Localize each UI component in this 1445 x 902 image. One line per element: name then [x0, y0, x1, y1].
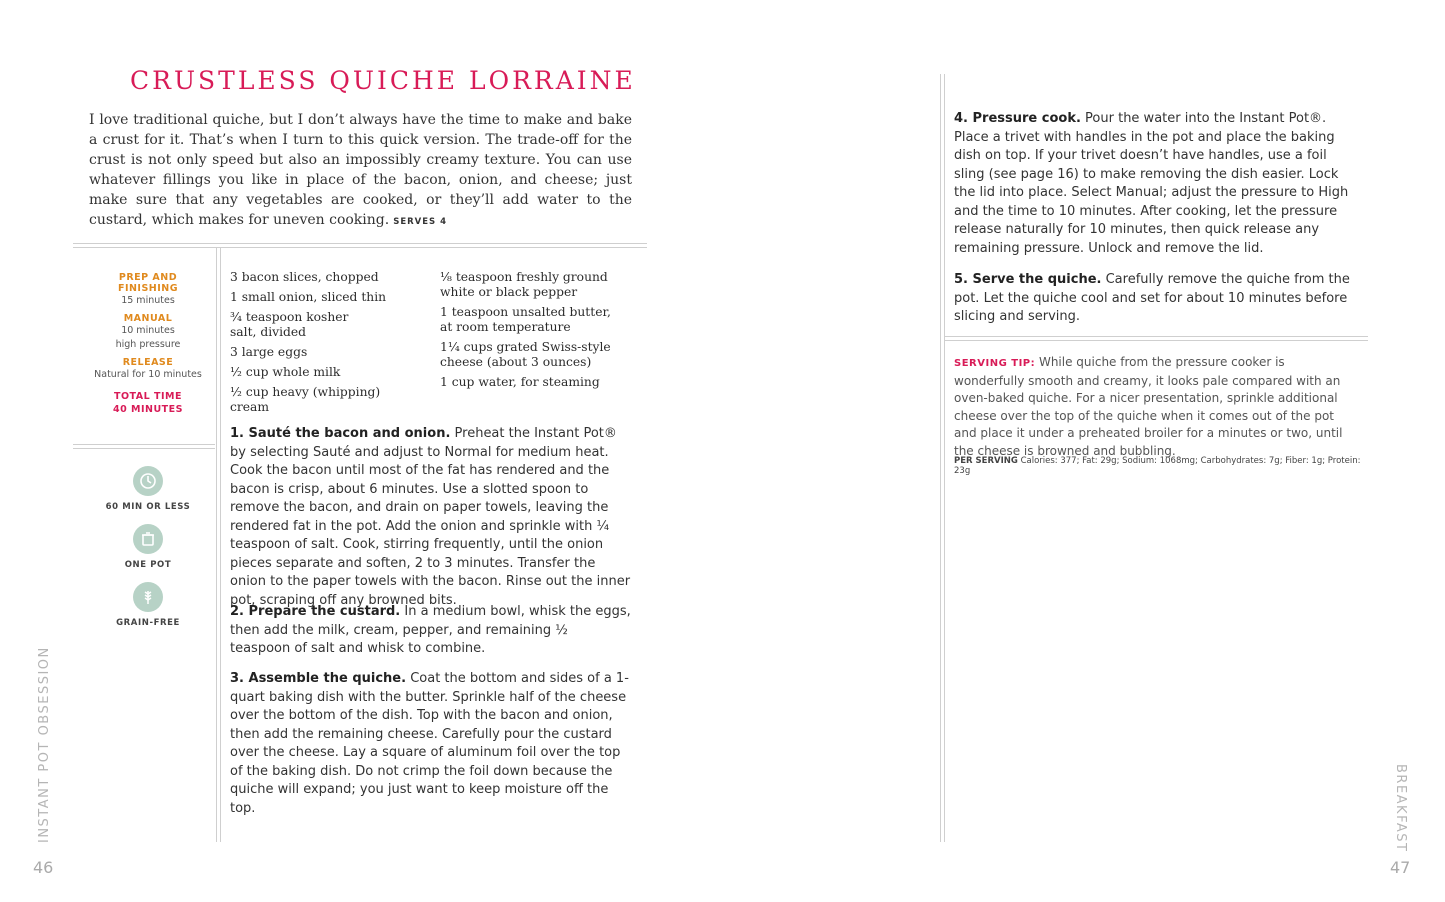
intro-text: I love traditional quiche, but I don’t always have the time to make and bake a crust for it. That’s when I turn to this quick version. The trade-off for the crust is not only speed but also an impossibly creamy texture. You can use whatever fillings you like in place of the bacon, onion, and cheese; just make sure that any vegetables are cooked, or they’ll add water to the custard, which makes for uneven cooking. — [89, 112, 632, 228]
ingredient-item: 3 bacon slices, chopped — [230, 270, 379, 284]
prep-value: 15 minutes — [121, 295, 175, 306]
running-head-right: BREAKFAST — [1393, 764, 1408, 853]
step-4 — [954, 110, 1354, 258]
total-time-label: TOTAL TIME — [114, 391, 182, 402]
step-3 — [230, 670, 632, 818]
manual-pressure: high pressure — [115, 339, 181, 350]
recipe-intro — [89, 110, 632, 232]
badge-60-min — [98, 466, 198, 512]
step-text: Preheat the Instant Pot® by selecting Sauté and adjust to Normal for medium heat. Cook the bacon until most of the fat has rendered and the bacon is crisp, about 6 minutes. Use a slotted spoon to remove the bacon, and drain on paper towels, leaving the rendered fat in the pot. Add the onion and sprinkle with ¼ teaspoon of salt. Cook, stirring frequently, until the onion pieces separate and soften, 2 to 3 minutes. Transfer the onion to the paper towels with the bacon. Rinse out the inner pot, scraping off any browned bits. — [230, 426, 631, 608]
ingredients-right — [440, 270, 620, 395]
release-label: RELEASE — [122, 357, 174, 368]
serving-tip — [954, 354, 1354, 461]
times-panel — [73, 272, 223, 416]
ingredient-item: 1 cup water, for steaming — [440, 375, 600, 389]
step-1 — [230, 425, 632, 610]
manual-label: MANUAL — [123, 313, 173, 324]
step-text: In a medium bowl, whisk the eggs, then add the milk, cream, pepper, and remaining ½ teaspoon of salt and whisk to combine. — [230, 604, 631, 656]
step-heading: 2. Prepare the custard. — [230, 604, 401, 619]
badge-label: 60 MIN OR LESS — [105, 502, 191, 512]
total-time-value: 40 MINUTES — [113, 404, 183, 415]
ingredient-item: 1 small onion, sliced thin — [230, 290, 387, 304]
ingredient-item: 1 teaspoon unsalted butter, at room temperature — [440, 305, 611, 334]
tip-divider — [944, 336, 1368, 341]
ingredients-left — [230, 270, 420, 420]
ingredient-item: 3 large eggs — [230, 345, 308, 359]
pot-icon — [133, 524, 163, 554]
manual-value: 10 minutes — [121, 325, 175, 336]
step-heading: 5. Serve the quiche. — [954, 272, 1102, 287]
badge-grain-free — [98, 582, 198, 628]
step-5 — [954, 271, 1354, 327]
ingredient-item: ½ cup whole milk — [230, 365, 341, 379]
nutrition-label: PER SERVING — [954, 456, 1018, 466]
badge-label: ONE POT — [124, 560, 172, 570]
tip-text: While quiche from the pressure cooker is wonderfully smooth and creamy, it looks pale compared with an oven-baked quiche. For a nicer presentation, sprinkle additional cheese over the top of the quiche when it comes out of the pot and place it under a preheated broiler for a minutes or two, until the cheese is browned and bubbling. — [954, 355, 1343, 458]
nutrition-info — [954, 456, 1374, 476]
badge-label: GRAIN-FREE — [116, 618, 180, 628]
ingredient-item: ½ cup heavy (whipping) cream — [230, 385, 381, 414]
ingredient-item: 1¼ cups grated Swiss-style cheese (about 3 ounces) — [440, 340, 611, 369]
step-text: Carefully remove the quiche from the pot. Let the quiche cool and set for about 10 minutes before slicing and serving. — [954, 272, 1350, 324]
step-text: Coat the bottom and sides of a 1-quart baking dish with the butter. Sprinkle half of the cheese over the bottom of the dish. Top with the bacon and onion, then add the remaining cheese. Carefully pour the custard over the cheese. Lay a square of aluminum foil over the top of the baking dish. Do not crimp the foil down because the quiche will expand; you just want to keep moisture off the top. — [230, 671, 629, 816]
step-heading: 3. Assemble the quiche. — [230, 671, 407, 686]
ingredient-item: ⅛ teaspoon freshly ground white or black pepper — [440, 270, 608, 299]
running-head-left: INSTANT POT OBSESSION — [37, 646, 52, 843]
clock-icon — [133, 466, 163, 496]
section-divider — [73, 243, 647, 248]
ingredient-item: ¾ teaspoon kosher salt, divided — [230, 310, 349, 339]
nutrition-text: Calories: 377; Fat: 29g; Sodium: 1068mg; Carbohydrates: 7g; Fiber: 1g; Protein: 23g — [954, 456, 1361, 476]
step-text: Pour the water into the Instant Pot®. Place a trivet with handles in the pot and place the baking dish on top. If your trivet doesn’t have handles, use a foil sling (see page 16) to make removing the dish easier. Lock the lid into place. Select Manual; adjust the pressure to High and the time to 10 minutes. After cooking, let the pressure release naturally for 10 minutes, then quick release any remaining pressure. Unlock and remove the lid. — [954, 111, 1349, 256]
tip-label: SERVING TIP: — [954, 358, 1036, 369]
step-heading: 4. Pressure cook. — [954, 111, 1081, 126]
right-page-divider — [940, 74, 945, 842]
serves-label: SERVES 4 — [393, 217, 448, 227]
page-number-right: 47 — [1390, 858, 1411, 877]
release-value: Natural for 10 minutes — [94, 369, 202, 380]
step-heading: 1. Sauté the bacon and onion. — [230, 426, 451, 441]
page-number-left: 46 — [33, 858, 54, 877]
badge-one-pot — [98, 524, 198, 570]
meta-divider — [73, 444, 215, 449]
recipe-title: CRUSTLESS QUICHE LORRAINE — [130, 66, 636, 95]
wheat-icon — [133, 582, 163, 612]
prep-label: PREP AND FINISHING — [117, 272, 179, 294]
step-2 — [230, 603, 632, 659]
